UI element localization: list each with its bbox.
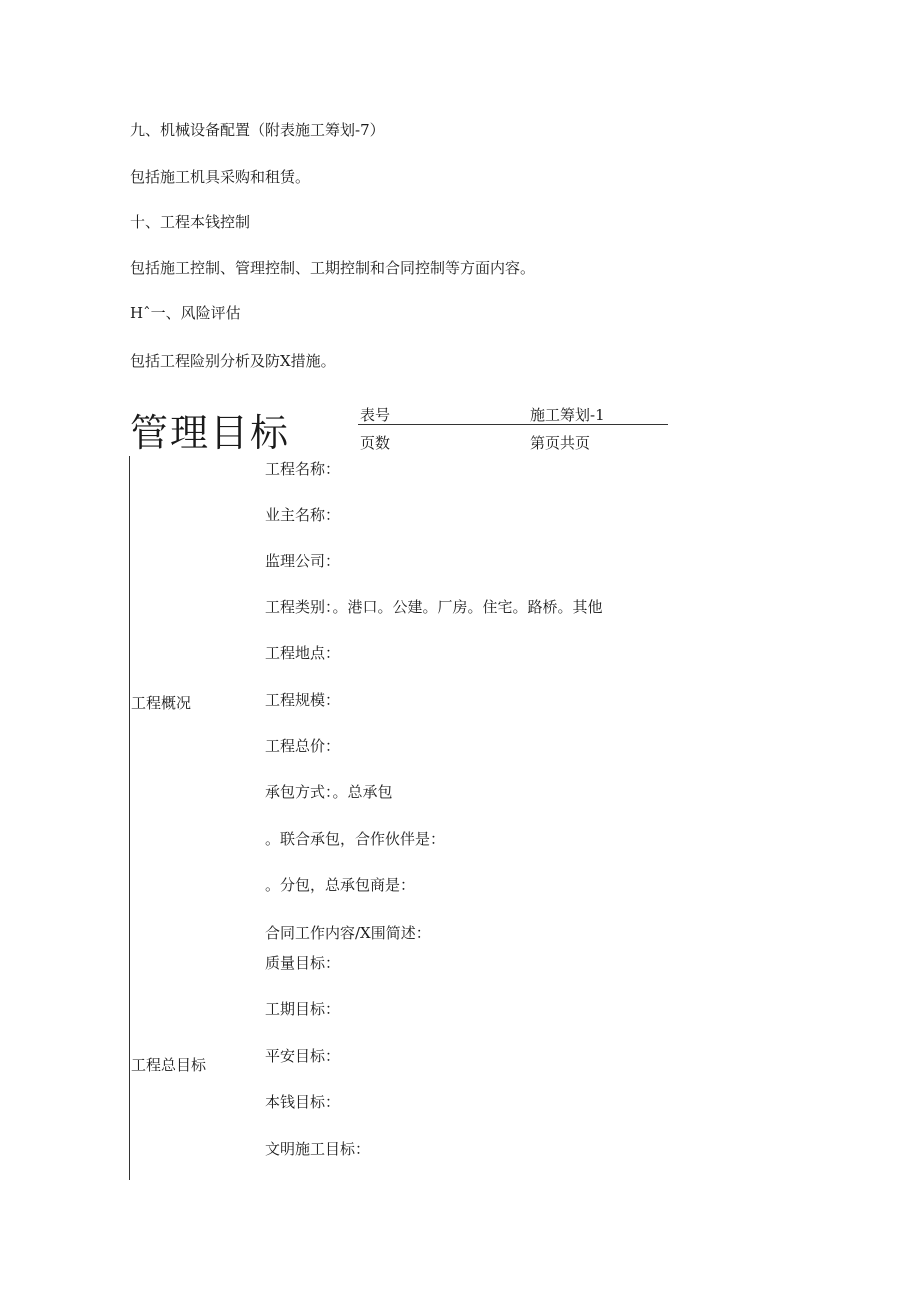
- section-label-goals: 工程总目标: [131, 1056, 207, 1074]
- section-text-risk: 包括工程险别分析及防X措施。: [130, 352, 336, 370]
- field-supervisor: 监理公司：: [265, 552, 341, 570]
- field-scope: 合同工作内容/X围简述：: [265, 924, 431, 942]
- form-title: 管理目标: [130, 411, 291, 455]
- field-civilized-goal: 文明施工目标：: [265, 1140, 371, 1158]
- field-location: 工程地点：: [265, 644, 341, 662]
- field-quality-goal: 质量目标：: [265, 954, 341, 972]
- field-contract-mode: 承包方式：。总承包: [265, 783, 393, 801]
- field-owner-name: 业主名称：: [265, 506, 341, 524]
- section-heading-risk: Hˆ一、风险评估: [130, 304, 241, 322]
- section-text-machinery: 包括施工机具采购和租赁。: [130, 168, 311, 186]
- page-value: 第页共页: [530, 434, 591, 452]
- form-no-label: 表号: [360, 406, 391, 424]
- field-joint-contract: 。联合承包，合作伙伴是：: [265, 830, 446, 848]
- field-schedule-goal: 工期目标：: [265, 1000, 341, 1018]
- header-divider: [358, 424, 668, 425]
- form-no-value: 施工筹划-1: [530, 406, 605, 424]
- field-project-name: 工程名称：: [265, 460, 341, 478]
- section-label-overview: 工程概况: [131, 694, 192, 712]
- section-text-cost: 包括施工控制、管理控制、工期控制和合同控制等方面内容。: [130, 259, 536, 277]
- field-scale: 工程规模：: [265, 691, 341, 709]
- field-safety-goal: 平安目标：: [265, 1047, 341, 1065]
- table-left-border: [129, 456, 130, 1180]
- section-heading-machinery: 九、机械设备配置（附表施工筹划-7）: [130, 121, 385, 139]
- page-label: 页数: [360, 434, 391, 452]
- field-total-price: 工程总价：: [265, 737, 341, 755]
- field-project-type: 工程类别：。港口。公建。厂房。住宅。路桥。其他: [265, 598, 603, 616]
- section-heading-cost: 十、工程本钱控制: [130, 213, 251, 231]
- field-subcontract: 。分包，总承包商是：: [265, 876, 416, 894]
- field-cost-goal: 本钱目标：: [265, 1093, 341, 1111]
